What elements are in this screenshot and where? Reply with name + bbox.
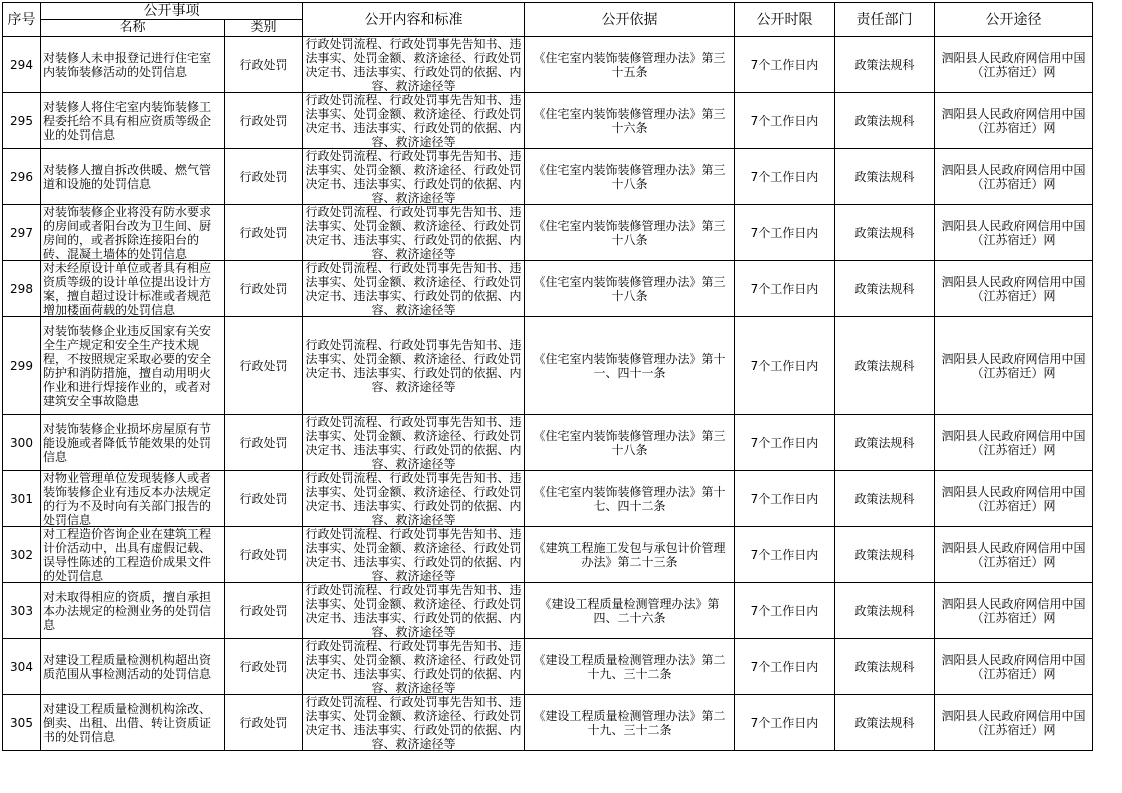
cell-category-text: 行政处罚 [239, 281, 288, 296]
cell-basis-text: 《住宅室内装饰装修管理办法》第三十八条 [533, 428, 726, 457]
cell-time-text: 7个工作日内 [750, 491, 819, 506]
cell-dept [835, 205, 935, 261]
cell-dept [835, 695, 935, 751]
cell-basis-text: 《建设工程质量检测管理办法》第二十九、三十二条 [533, 708, 726, 737]
cell-category [225, 639, 303, 695]
cell-category-text: 行政处罚 [239, 225, 288, 240]
cell-time-text: 7个工作日内 [750, 659, 819, 674]
cell-name-text: 对物业管理单位发现装修人或者装饰装修企业有违反本办法规定的行为不及时向有关部门报告的处罚信息 [43, 471, 212, 526]
cell-time [735, 317, 835, 415]
cell-basis [525, 93, 735, 149]
cell-category [225, 149, 303, 205]
cell-seq-text: 304 [10, 659, 33, 674]
cell-basis-text: 《住宅室内装饰装修管理办法》第三十八条 [533, 162, 726, 191]
cell-content-text: 行政处罚流程、行政处罚事先告知书、违法事实、处罚金额、救济途径、行政处罚决定书、违法事实、行政处罚的依据、内容、救济途径等 [305, 37, 522, 92]
cell-category-text: 行政处罚 [239, 547, 288, 562]
cell-name [41, 583, 225, 639]
cell-basis [525, 527, 735, 583]
cell-category [225, 37, 303, 93]
cell-channel-text: 泗阳县人民政府网信用中国（江苏宿迁）网 [941, 484, 1086, 513]
cell-category [225, 93, 303, 149]
cell-category [225, 527, 303, 583]
cell-channel [935, 471, 1093, 527]
cell-content [303, 261, 525, 317]
cell-category-text: 行政处罚 [239, 435, 288, 450]
disclosure-table [2, 2, 1093, 751]
cell-basis [525, 149, 735, 205]
cell-dept [835, 527, 935, 583]
table-row [3, 37, 1093, 93]
cell-name-text: 对装修人擅自拆改供暖、燃气管道和设施的处罚信息 [43, 162, 212, 191]
cell-channel [935, 527, 1093, 583]
cell-dept-text: 政策法规科 [854, 491, 915, 506]
cell-time-text: 7个工作日内 [750, 358, 819, 373]
table-row [3, 639, 1093, 695]
table-row [3, 415, 1093, 471]
cell-category-text: 行政处罚 [239, 603, 288, 618]
header-category: 类别 [225, 20, 303, 37]
cell-seq [3, 37, 41, 93]
cell-basis-text: 《建设工程质量检测管理办法》第四、二十六条 [539, 596, 720, 625]
cell-time [735, 261, 835, 317]
cell-content [303, 471, 525, 527]
cell-seq [3, 639, 41, 695]
cell-content [303, 639, 525, 695]
cell-name [41, 37, 225, 93]
table-row [3, 527, 1093, 583]
cell-time-text: 7个工作日内 [750, 435, 819, 450]
cell-content [303, 149, 525, 205]
header-name: 名称 [41, 20, 225, 37]
cell-dept-text: 政策法规科 [854, 225, 915, 240]
table-row [3, 93, 1093, 149]
cell-seq-text: 296 [10, 169, 33, 184]
cell-seq [3, 205, 41, 261]
cell-channel-text: 泗阳县人民政府网信用中国（江苏宿迁）网 [941, 218, 1086, 247]
cell-dept [835, 471, 935, 527]
cell-channel-text: 泗阳县人民政府网信用中国（江苏宿迁）网 [941, 652, 1086, 681]
cell-dept-text: 政策法规科 [854, 603, 915, 618]
cell-name-text: 对建设工程质量检测机构涂改、倒卖、出租、出借、转让资质证书的处罚信息 [43, 701, 212, 744]
cell-content-text: 行政处罚流程、行政处罚事先告知书、违法事实、处罚金额、救济途径、行政处罚决定书、违法事实、行政处罚的依据、内容、救济途径等 [305, 415, 522, 470]
cell-content-text: 行政处罚流程、行政处罚事先告知书、违法事实、处罚金额、救济途径、行政处罚决定书、违法事实、行政处罚的依据、内容、救济途径等 [305, 583, 522, 638]
cell-channel-text: 泗阳县人民政府网信用中国（江苏宿迁）网 [941, 351, 1086, 380]
cell-category-text: 行政处罚 [239, 715, 288, 730]
cell-category-text: 行政处罚 [239, 659, 288, 674]
cell-name [41, 527, 225, 583]
cell-time-text: 7个工作日内 [750, 603, 819, 618]
table-header [3, 3, 1093, 37]
cell-name [41, 695, 225, 751]
cell-seq-text: 294 [10, 57, 33, 72]
cell-time [735, 37, 835, 93]
cell-name-text: 对未经原设计单位或者具有相应资质等级的设计单位提出设计方案，擅自超过设计标准或者规范增加楼面荷载的处罚信息 [43, 261, 212, 316]
cell-name [41, 471, 225, 527]
cell-dept-text: 政策法规科 [854, 57, 915, 72]
cell-content [303, 93, 525, 149]
cell-content [303, 415, 525, 471]
cell-seq-text: 302 [10, 547, 33, 562]
cell-dept [835, 261, 935, 317]
cell-channel-text: 泗阳县人民政府网信用中国（江苏宿迁）网 [941, 708, 1086, 737]
cell-dept-text: 政策法规科 [854, 715, 915, 730]
cell-channel [935, 695, 1093, 751]
cell-basis-text: 《建筑工程施工发包与承包计价管理办法》第二十三条 [533, 540, 726, 569]
cell-basis-text: 《住宅室内装饰装修管理办法》第三十八条 [533, 274, 726, 303]
cell-name [41, 415, 225, 471]
cell-basis-text: 《住宅室内装饰装修管理办法》第十七、四十二条 [533, 484, 726, 513]
cell-time-text: 7个工作日内 [750, 113, 819, 128]
cell-time-text: 7个工作日内 [750, 169, 819, 184]
table-row [3, 695, 1093, 751]
cell-content [303, 205, 525, 261]
cell-channel [935, 317, 1093, 415]
cell-basis [525, 415, 735, 471]
cell-channel [935, 37, 1093, 93]
cell-time [735, 583, 835, 639]
cell-seq-text: 300 [10, 435, 33, 450]
cell-basis [525, 583, 735, 639]
cell-name-text: 对工程造价咨询企业在建筑工程计价活动中，出具有虚假记载、误导性陈述的工程造价成果文件的处罚信息 [43, 527, 212, 582]
cell-channel-text: 泗阳县人民政府网信用中国（江苏宿迁）网 [941, 162, 1086, 191]
cell-dept-text: 政策法规科 [854, 358, 915, 373]
cell-time [735, 205, 835, 261]
cell-category [225, 695, 303, 751]
cell-dept-text: 政策法规科 [854, 281, 915, 296]
cell-channel [935, 415, 1093, 471]
cell-basis-text: 《住宅室内装饰装修管理办法》第十一、四十一条 [533, 351, 726, 380]
cell-dept [835, 317, 935, 415]
cell-basis [525, 639, 735, 695]
cell-time-text: 7个工作日内 [750, 281, 819, 296]
cell-category-text: 行政处罚 [239, 57, 288, 72]
cell-basis-text: 《住宅室内装饰装修管理办法》第三十五条 [533, 50, 726, 79]
cell-seq-text: 295 [10, 113, 33, 128]
cell-dept [835, 93, 935, 149]
cell-category [225, 471, 303, 527]
cell-seq [3, 695, 41, 751]
cell-category [225, 415, 303, 471]
cell-basis [525, 37, 735, 93]
cell-seq-text: 305 [10, 715, 33, 730]
cell-seq [3, 149, 41, 205]
cell-channel [935, 639, 1093, 695]
header-group: 公开事项 [41, 3, 303, 20]
cell-seq-text: 297 [10, 225, 33, 240]
cell-seq [3, 317, 41, 415]
cell-name-text: 对装饰装修企业损坏房屋原有节能设施或者降低节能效果的处罚信息 [43, 421, 212, 464]
cell-category [225, 205, 303, 261]
table-row [3, 583, 1093, 639]
table-row [3, 471, 1093, 527]
table-row [3, 261, 1093, 317]
cell-dept-text: 政策法规科 [854, 169, 915, 184]
cell-basis-text: 《建设工程质量检测管理办法》第二十九、三十二条 [533, 652, 726, 681]
cell-content-text: 行政处罚流程、行政处罚事先告知书、违法事实、处罚金额、救济途径、行政处罚决定书、违法事实、行政处罚的依据、内容、救济途径等 [305, 149, 522, 204]
cell-category [225, 583, 303, 639]
cell-time-text: 7个工作日内 [750, 57, 819, 72]
cell-name-text: 对装饰装修企业将没有防水要求的房间或者阳台改为卫生间、厨房间的，或者拆除连接阳台的砖、混凝土墙体的处罚信息 [43, 205, 212, 260]
cell-seq [3, 471, 41, 527]
cell-name [41, 317, 225, 415]
cell-dept-text: 政策法规科 [854, 547, 915, 562]
cell-seq [3, 527, 41, 583]
cell-time [735, 471, 835, 527]
cell-time-text: 7个工作日内 [750, 225, 819, 240]
cell-seq [3, 415, 41, 471]
cell-name [41, 205, 225, 261]
cell-content-text: 行政处罚流程、行政处罚事先告知书、违法事实、处罚金额、救济途径、行政处罚决定书、违法事实、行政处罚的依据、内容、救济途径等 [305, 527, 522, 582]
cell-dept [835, 639, 935, 695]
table-row [3, 205, 1093, 261]
cell-content [303, 583, 525, 639]
cell-basis [525, 471, 735, 527]
cell-channel [935, 149, 1093, 205]
cell-seq-text: 303 [10, 603, 33, 618]
cell-dept [835, 583, 935, 639]
cell-time [735, 415, 835, 471]
cell-content-text: 行政处罚流程、行政处罚事先告知书、违法事实、处罚金额、救济途径、行政处罚决定书、违法事实、行政处罚的依据、内容、救济途径等 [305, 261, 522, 316]
header-content: 公开内容和标准 [303, 3, 525, 37]
cell-seq [3, 93, 41, 149]
cell-channel-text: 泗阳县人民政府网信用中国（江苏宿迁）网 [941, 50, 1086, 79]
cell-name [41, 261, 225, 317]
cell-content-text: 行政处罚流程、行政处罚事先告知书、违法事实、处罚金额、救济途径、行政处罚决定书、违法事实、行政处罚的依据、内容、救济途径等 [305, 93, 522, 148]
cell-seq-text: 298 [10, 281, 33, 296]
cell-content-text: 行政处罚流程、行政处罚事先告知书、违法事实、处罚金额、救济途径、行政处罚决定书、违法事实、行政处罚的依据、内容、救济途径等 [305, 471, 522, 526]
cell-content [303, 527, 525, 583]
cell-dept [835, 149, 935, 205]
cell-content-text: 行政处罚流程、行政处罚事先告知书、违法事实、处罚金额、救济途径、行政处罚决定书、违法事实、行政处罚的依据、内容、救济途径等 [305, 337, 522, 394]
cell-category-text: 行政处罚 [239, 358, 288, 373]
cell-seq [3, 583, 41, 639]
cell-seq [3, 261, 41, 317]
cell-basis [525, 317, 735, 415]
cell-category [225, 261, 303, 317]
header-channel: 公开途径 [935, 3, 1093, 37]
cell-time [735, 527, 835, 583]
cell-content [303, 695, 525, 751]
cell-time-text: 7个工作日内 [750, 715, 819, 730]
cell-time [735, 149, 835, 205]
cell-basis [525, 205, 735, 261]
cell-time-text: 7个工作日内 [750, 547, 819, 562]
cell-name-text: 对装修人将住宅室内装饰装修工程委托给不具有相应资质等级企业的处罚信息 [43, 99, 212, 142]
header-dept: 责任部门 [835, 3, 935, 37]
cell-dept [835, 37, 935, 93]
cell-basis-text: 《住宅室内装饰装修管理办法》第三十八条 [533, 218, 726, 247]
cell-name-text: 对建设工程质量检测机构超出资质范围从事检测活动的处罚信息 [43, 652, 212, 681]
cell-basis [525, 695, 735, 751]
header-time: 公开时限 [735, 3, 835, 37]
cell-channel-text: 泗阳县人民政府网信用中国（江苏宿迁）网 [941, 428, 1086, 457]
cell-name-text: 对未取得相应的资质，擅自承担本办法规定的检测业务的处罚信息 [43, 589, 212, 632]
cell-channel [935, 93, 1093, 149]
table-row [3, 317, 1093, 415]
cell-content-text: 行政处罚流程、行政处罚事先告知书、违法事实、处罚金额、救济途径、行政处罚决定书、违法事实、行政处罚的依据、内容、救济途径等 [305, 639, 522, 694]
cell-dept-text: 政策法规科 [854, 435, 915, 450]
cell-name-text: 对装饰装修企业违反国家有关安全生产规定和安全生产技术规程，不按照规定采取必要的安全防护和消防措施，擅自动用明火作业和进行焊接作业的，或者对建筑安全事故隐患 [43, 323, 212, 408]
cell-content-text: 行政处罚流程、行政处罚事先告知书、违法事实、处罚金额、救济途径、行政处罚决定书、违法事实、行政处罚的依据、内容、救济途径等 [305, 695, 522, 750]
cell-content-text: 行政处罚流程、行政处罚事先告知书、违法事实、处罚金额、救济途径、行政处罚决定书、违法事实、行政处罚的依据、内容、救济途径等 [305, 205, 522, 260]
cell-seq-text: 301 [10, 491, 33, 506]
cell-time [735, 93, 835, 149]
header-seq: 序号 [3, 3, 41, 37]
cell-basis-text: 《住宅室内装饰装修管理办法》第三十六条 [533, 106, 726, 135]
cell-dept [835, 415, 935, 471]
cell-channel [935, 205, 1093, 261]
table-body [3, 37, 1093, 751]
cell-channel-text: 泗阳县人民政府网信用中国（江苏宿迁）网 [941, 274, 1086, 303]
cell-dept-text: 政策法规科 [854, 113, 915, 128]
cell-name [41, 93, 225, 149]
cell-time [735, 695, 835, 751]
cell-seq-text: 299 [10, 358, 33, 373]
cell-name-text: 对装修人未申报登记进行住宅室内装饰装修活动的处罚信息 [43, 50, 212, 79]
cell-channel-text: 泗阳县人民政府网信用中国（江苏宿迁）网 [941, 106, 1086, 135]
cell-category-text: 行政处罚 [239, 169, 288, 184]
cell-time [735, 639, 835, 695]
cell-content [303, 37, 525, 93]
cell-channel [935, 583, 1093, 639]
cell-channel-text: 泗阳县人民政府网信用中国（江苏宿迁）网 [941, 596, 1086, 625]
cell-category-text: 行政处罚 [239, 491, 288, 506]
cell-content [303, 317, 525, 415]
cell-channel-text: 泗阳县人民政府网信用中国（江苏宿迁）网 [941, 540, 1086, 569]
cell-category-text: 行政处罚 [239, 113, 288, 128]
cell-category [225, 317, 303, 415]
cell-channel [935, 261, 1093, 317]
cell-name [41, 149, 225, 205]
cell-name [41, 639, 225, 695]
cell-dept-text: 政策法规科 [854, 659, 915, 674]
cell-basis [525, 261, 735, 317]
header-basis: 公开依据 [525, 3, 735, 37]
table-row [3, 149, 1093, 205]
